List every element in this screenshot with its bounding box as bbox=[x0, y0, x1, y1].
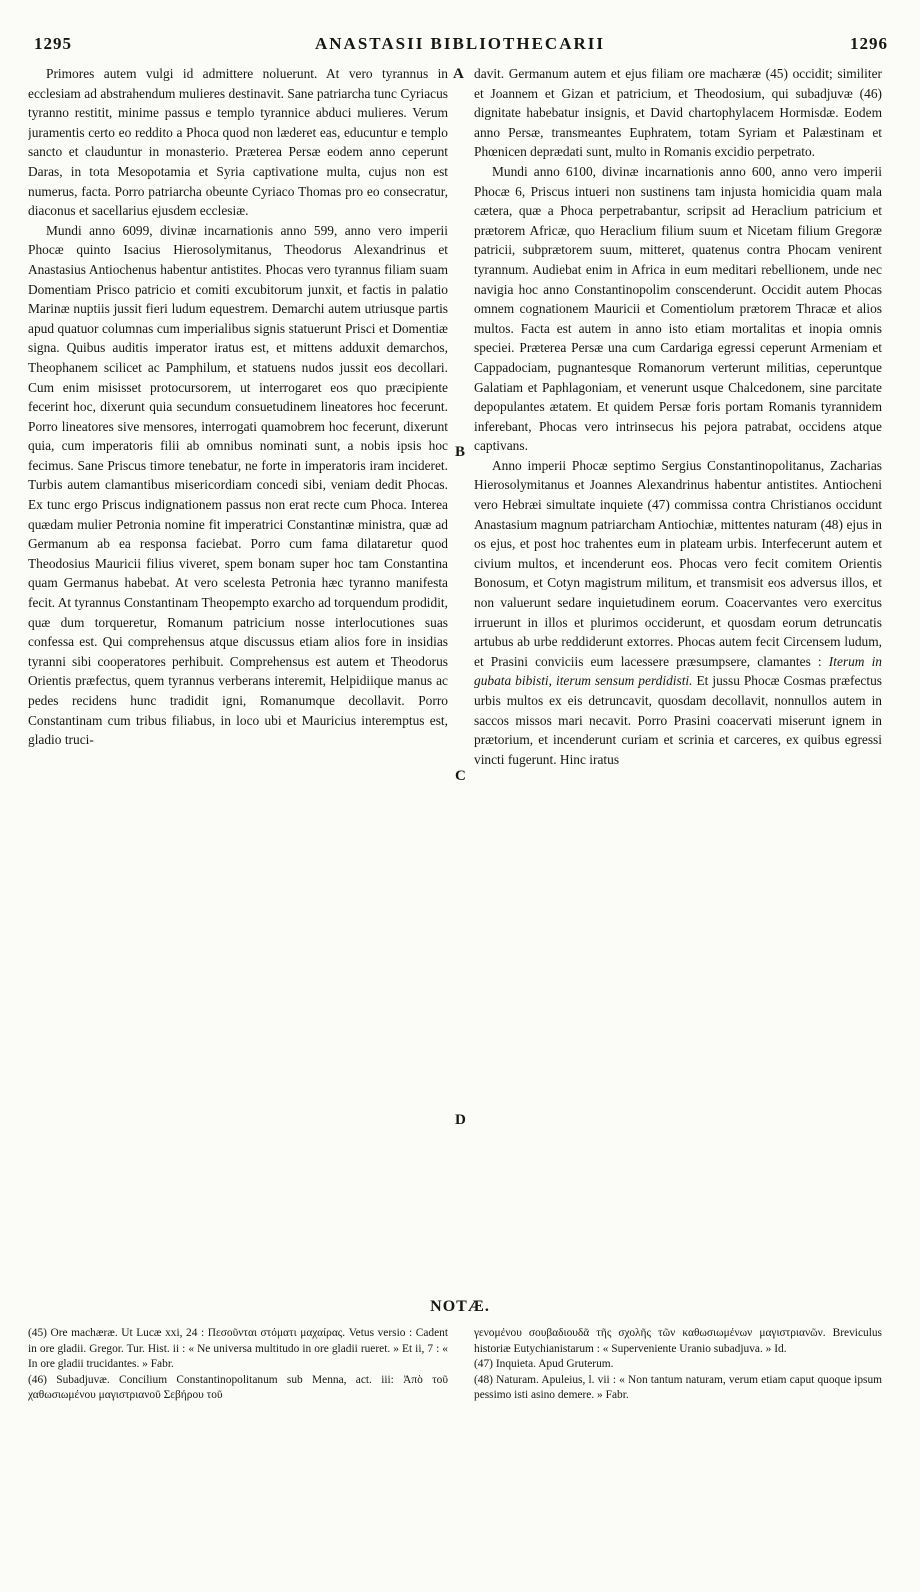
acclamation-italic: Iterum in gubata bibisti, iterum sensum perdidisti. bbox=[474, 653, 882, 689]
margin-letter-d: D bbox=[455, 1112, 466, 1128]
right-paragraph-2: Mundi anno 6100, divinæ incarnationis anno 600, anno vero imperii Phocæ 6, Priscus intueri non sustinens tam injusta homicidia quam mala cætera, quæ a Phoca perpetrabantur, scripsit ad Heraclium patricium et prætorem Africæ, quo Heraclium filium suum et Nicetam filium Gregoræ patricii, subprætorem suum, mitteret, quatenus contra Phocam venirent tyrannum. Audiebat enim in Africa in eum meditari rebellionem, unde nec navigia hoc anno Constantinopolim conscenderunt. Occidit autem Phocas omnem cognationem Mauricii et Comentiolum prætorem Thracæ et alios multos. Facta est autem in anno isto etiam mortalitas et inopia omnis speciei. Præterea Persæ una cum Cardariga egressi ceperunt Armeniam et Cappadociam, pugnantesque Romanorum verterunt militias, ceperuntque Galatiam et Paphlagoniam, et venerunt usque Chalcedonem, sine parcitate depopulantes ætatem. Et quidem Persæ foris portam Romanis tyrannidem inferebant, Phocas vero intrinsecus his pejora patrabat, occidens atque captivans. bbox=[474, 163, 882, 454]
right-paragraph-3 bbox=[474, 456, 882, 770]
left-paragraph-1: Primores autem vulgi id admittere noluerunt. At vero tyrannus in ecclesiam ad abstrahendum mulieres destinavit. Sane patriarcha tunc Cyriacus tyranno restitit, minime passus e templo tyrannice abduci mulieres. Verum juramentis certo eo reddito a Phoca quod non læderet eas, educuntur e templo sancto et clauduntur in monasterio. Præterea Persæ eodem anno ceperunt Daras, in tota Mesopotamia et Syria captivatione multa, cujus non est numerus, facta. Porro patriarcha obeunte Cyriaco Thomas pro eo consecratur, diaconus et sacellarius ejusdem ecclesiæ. bbox=[28, 66, 448, 219]
note-46-start: (46) Subadjuvæ. Concilium Constantinopolitanum sub Menna, act. iii: Ἀπὸ τοῦ χαθωσιωμένου μαγιστριανοῦ Σεβήρου τοῦ bbox=[28, 1373, 448, 1401]
left-paragraph-2: Mundi anno 6099, divinæ incarnationis anno 599, anno vero imperii Phocæ quinto Isacius Hierosolymitanus, Theodorus Alexandrinus et Anastasius Antiochenus habentur antistites. Phocas vero tyrannus filiam suam Domentiam Prisco patricio et comiti excubitorum junxit, et factis in palatio Marinæ nuptiis jussit fieri ludum equestrem. Demarchi autem utriusque partis apud quatuor columnas cum imperialibus signis statuerunt Prisci et Domentiæ signa. Quibus auditis imperator iratus est, et mittens adduxit demarchos, Theophanem scilicet ac Pamphilum, et statuens nudos jussit eos decollari. Cum enim misisset protocursorem, ut interrogaret eos quo præcipiente fecerint hoc, dixerunt quia secundum consuetudinem lineatores hoc fecerunt. Porro lineatores sive mensores, interrogati quamobrem hoc fecerunt, dixerunt quia, cum imperatoris filii ab omnibus nominati sunt, a nobis ipsis hoc fecimus. Sane Priscus timore tenebatur, ne forte in imperatoris iram incideret. Turbis autem clamantibus misericordiam concedi sibi, veniam dedit Phocas. Ex tunc ergo Priscus indignationem passus non erat recte cum Phoca. Interea quædam mulier Petronia nomine fit imperatrici Constantinæ ministra, quæ ad Germanum ab ea responsa faciebat. Porro cum fama dilataretur quod Theodosius Mauricii filius viveret, spem bonam super hoc tam Constantina quam Germanus habebat. At vero scelesta Petronia hæc tyranno manifesta fecit. At tyrannus Constantinam Theopempto exarcho ad torquendum prodidit, quæ dum torqueretur, Romanum patricium nosse interlocutiones suas confessa est. Qui comprehensus atque discussus etiam alios fore in insidias tyranni sibi cooperatores perhibuit. Comprehensus est autem et Theodorus Orientis præfectus, quem tyrannus verberans interemit, Helpidiique manus ac pedes recidens hunc tradidit igni, Romanumque decollavit. Porro Constantinam cum tribus filiabus, in loco ubi et Mauricius interemptus est, gladio truci- bbox=[28, 222, 448, 748]
right-paragraph-3-start: Anno imperii Phocæ septimo Sergius Constantinopolitanus, Zacharias Hierosolymitanus et Joannes Alexandrinus habentur antistites. Antiocheni vero Hebræi simultate inquiete (47) commissa contra Christianos occidunt Anastasium magnum patriarcham Antiochiæ, mittentes naturam (48) ejus in os ejus, et post hoc trahentes eum in plateam urbis. Interfecerunt autem et civium multos, et incenderunt eos. Phocas vero fecit comitem Orientis Bonosum, et Cotyn magistrum militum, et transmisit eos adversus illos, et non valuerunt sedare inquietudinem eorum. Coacervantes vero exercitus irruerunt in illos et plurimos occiderunt, et quosdam eorum detruncatis artubus ab urbe reddiderunt extorres. Phocas autem fecit Circensem ludum, et Prasini conviciis eum lacessere præsumpsere, clamantes : bbox=[474, 457, 882, 669]
notes-right-column bbox=[474, 1326, 882, 1404]
note-45: (45) Ore machæræ. Ut Lucæ xxi, 24 : Πεσοῦνται στόματι μαχαίρας. Vetus versio : Cadent in ore gladii. Gregor. Tur. Hist. ii : « Ne universa multitudo in ore gladii rueret. » Et ii, 7 : « In ore gladii trucidantes. » Fabr. bbox=[28, 1327, 448, 1370]
right-paragraph-1: davit. Germanum autem et ejus filiam ore machæræ (45) occidit; similiter et Joannem et Gizan et patricium, et Theodosium, qui subadjuvæ (46) dignitate habebatur insignis, et David chartophylacem Hormisdæ. Eodem anno Persæ, transmeantes Euphratem, totam Syriam et Palæstinam et Phœnicen deprædati sunt, multo in Romanis excidio perpetrato. bbox=[474, 66, 882, 160]
running-header bbox=[22, 34, 898, 64]
margin-letter-c: C bbox=[455, 768, 466, 784]
note-48: (48) Naturam. Apuleius, l. vii : « Non tantum naturam, verum etiam caput quoque ipsum pessimo isti asino demere. » Fabr. bbox=[474, 1373, 882, 1401]
margin-letter-b: B bbox=[455, 444, 466, 460]
running-title: ANASTASII BIBLIOTHECARII bbox=[314, 34, 605, 53]
margin-letter-a: A bbox=[453, 66, 464, 82]
right-paragraph-3-end: Et jussu Phocæ Cosmas præfectus urbis multos ex eis detruncavit, quosdam decollavit, nonnullos autem in saccos missos mari necavit. Porro Prasini coacervati miserunt ignem in prætorium, et incenderunt curiam et scrinia et carceres, ex quibus egressi vincti fugerunt. Hinc iratus bbox=[474, 673, 882, 767]
notes-heading: NOTÆ. bbox=[430, 1298, 490, 1315]
right-page-number: 1296 bbox=[850, 34, 888, 53]
note-47: (47) Inquieta. Apud Gruterum. bbox=[474, 1358, 614, 1370]
note-46-end: γενομένου σουβαδιουδᾶ τῆς σχολῆς τῶν καθωσιωμένων μαγιστριανῶν. Breviculus historiæ Eutychianistarum : « Superveniente Uranio subadjuva. » Id. bbox=[474, 1327, 882, 1355]
left-page-number: 1295 bbox=[34, 34, 72, 53]
notes-left-column bbox=[28, 1326, 448, 1404]
